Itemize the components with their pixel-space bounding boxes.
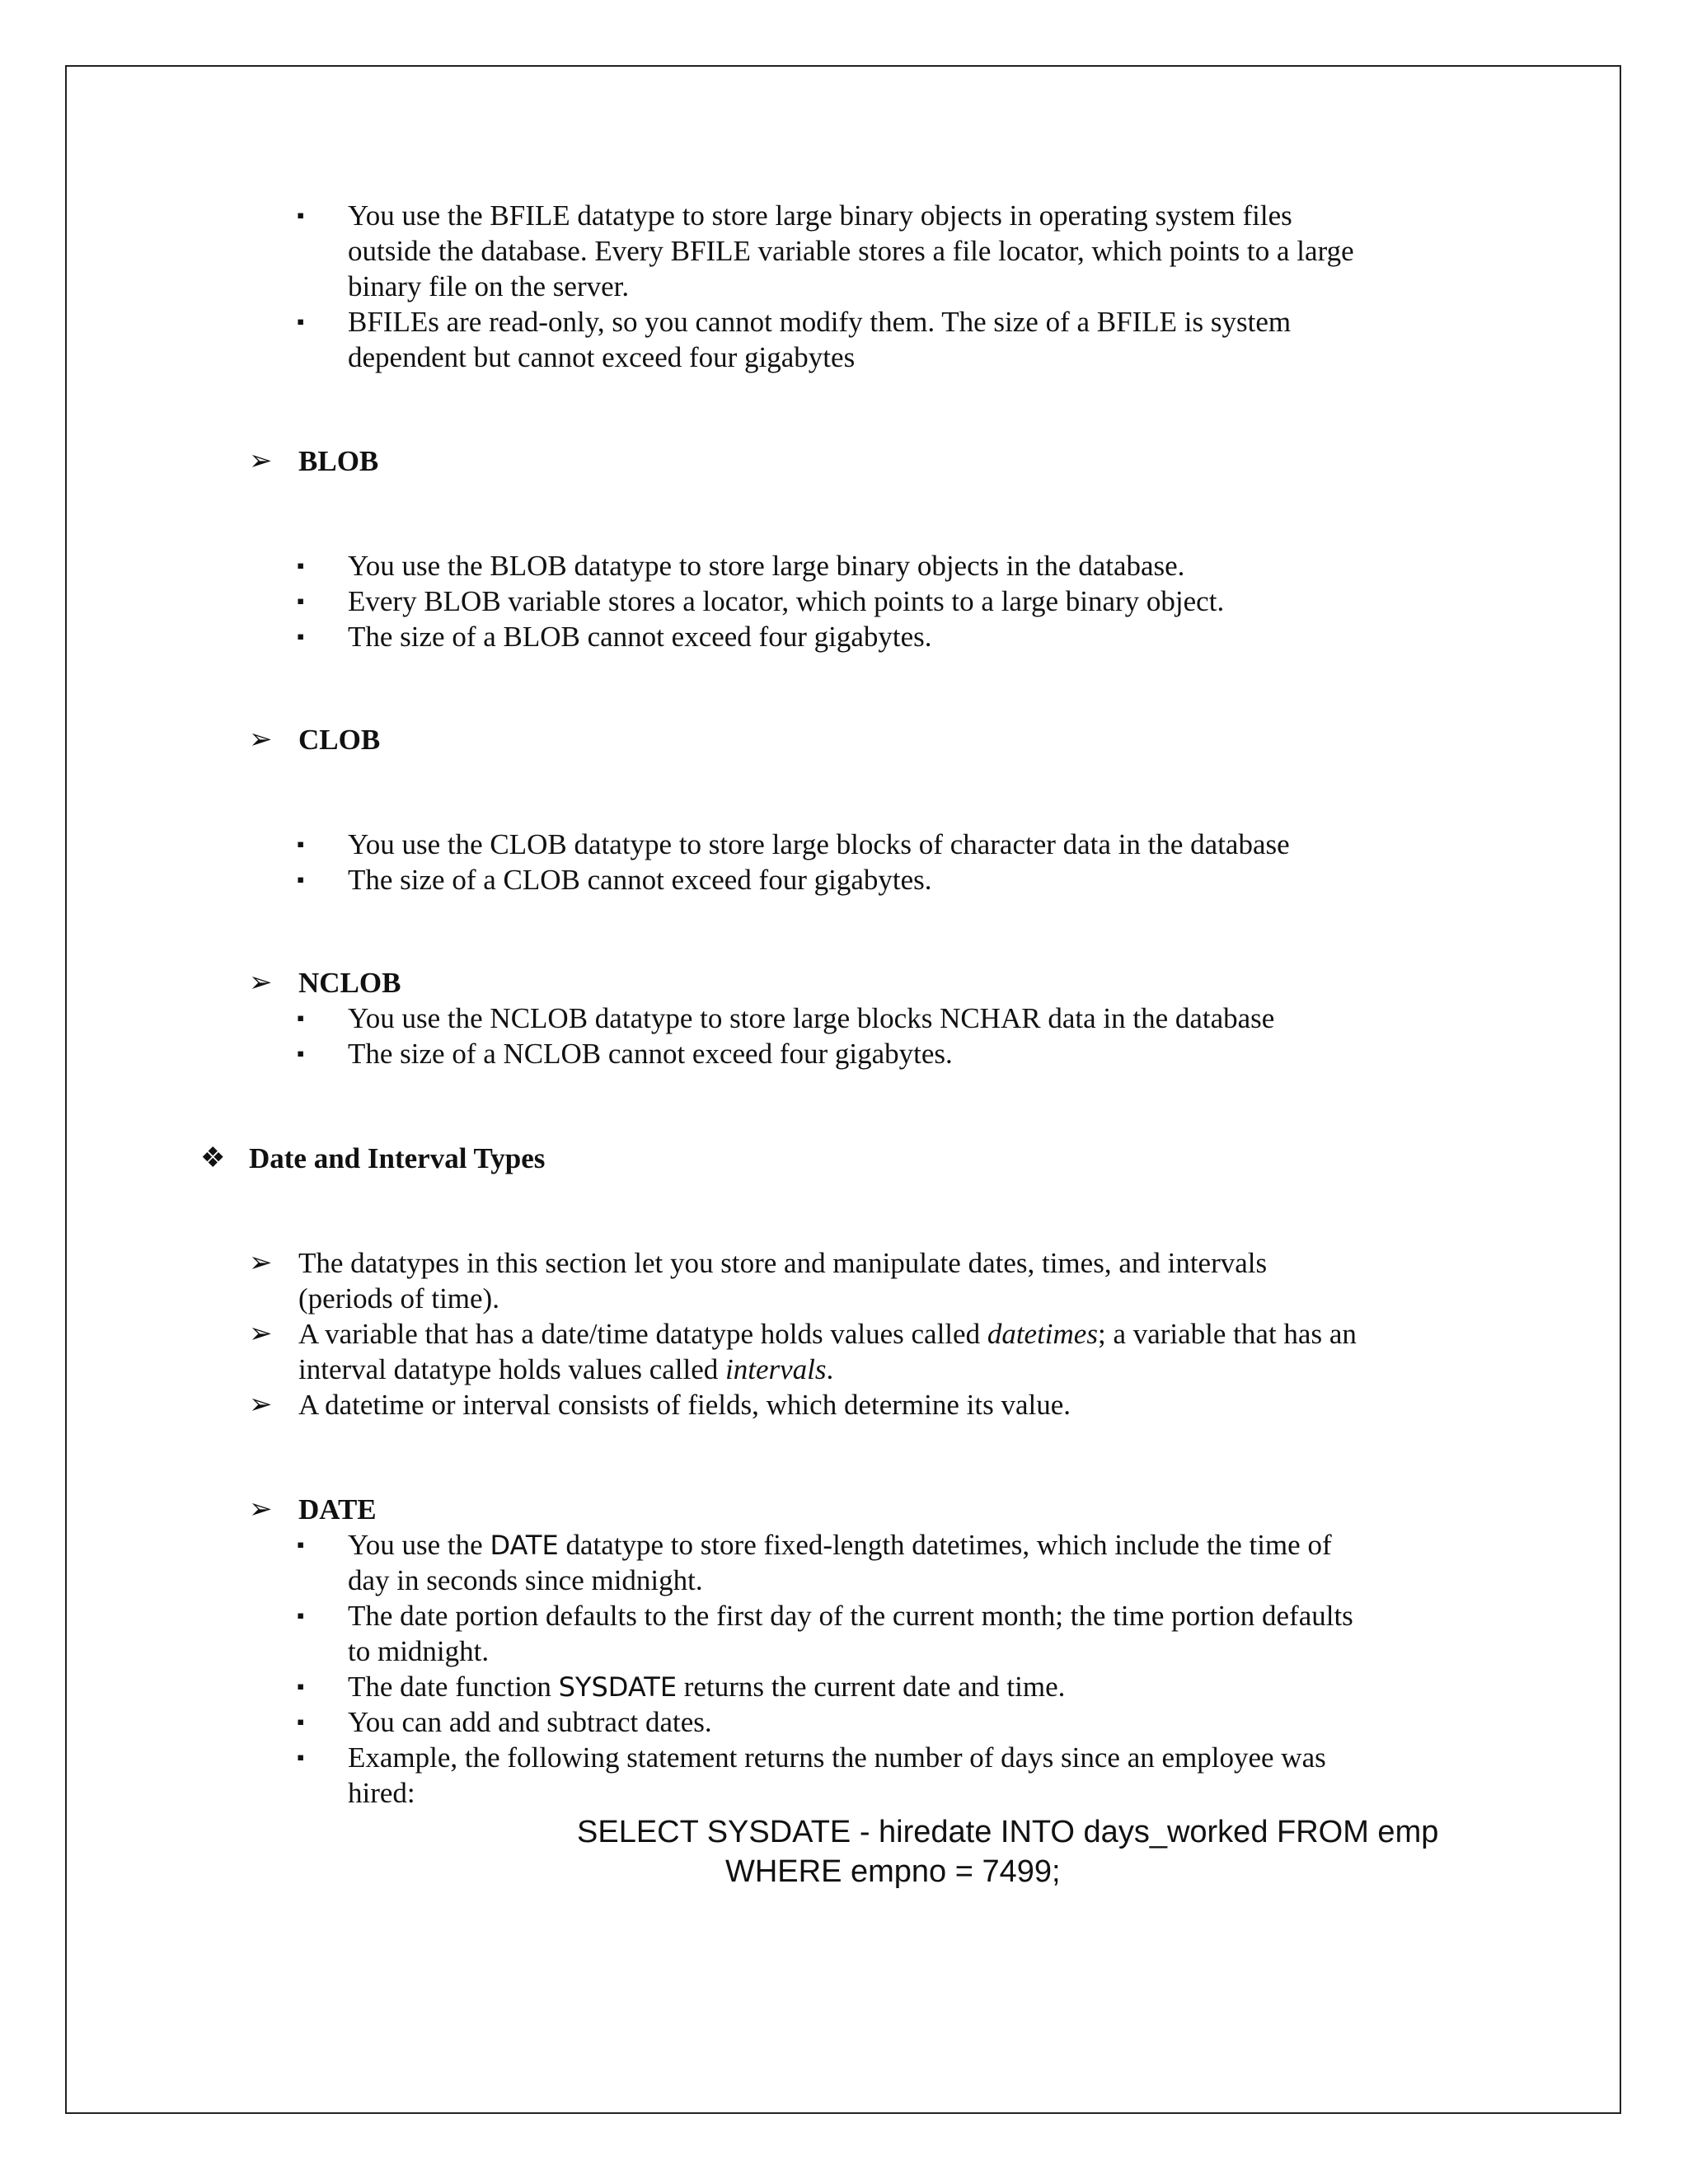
date-interval-para-1-line-1: The datatypes in this section let you store and manipulate dates, times, and intervals [298, 1247, 1268, 1279]
square-bullet-icon: ▪ [297, 204, 305, 227]
date-bullet-5-line-2: hired: [348, 1777, 415, 1809]
text-segment: interval datatype holds values called [298, 1353, 726, 1385]
clob-heading: CLOB [298, 724, 381, 756]
keyword-sysdate: SYSDATE [558, 1671, 678, 1703]
blob-bullet-3: The size of a BLOB cannot exceed four gigabytes. [348, 621, 932, 653]
square-bullet-icon: ▪ [297, 1006, 305, 1030]
clob-bullet-1: You use the CLOB datatype to store large blocks of character data in the database [348, 828, 1290, 860]
date-interval-heading: Date and Interval Types [249, 1142, 546, 1174]
arrow-bullet-icon: ➢ [249, 724, 273, 755]
date-bullet-1-line-2: day in seconds since midnight. [348, 1564, 703, 1596]
blob-heading: BLOB [298, 445, 379, 477]
keyword-date: DATE [490, 1530, 559, 1561]
text-segment: returns the current date and time. [677, 1671, 1066, 1703]
square-bullet-icon: ▪ [297, 310, 305, 334]
bfile-bullet-1-line-1: You use the BFILE datatype to store large binary objects in operating system files [348, 199, 1292, 232]
blob-bullet-1: You use the BLOB datatype to store large binary objects in the database. [348, 550, 1185, 582]
date-interval-para-2-line-2 [298, 1352, 833, 1387]
bfile-bullet-2-line-1: BFILEs are read-only, so you cannot modify them. The size of a BFILE is system [348, 306, 1292, 338]
date-bullet-4: You can add and subtract dates. [348, 1706, 712, 1738]
text-segment: datatype to store fixed-length datetimes, which include the time of [558, 1529, 1332, 1561]
text-segment: The date function [348, 1671, 559, 1703]
date-heading: DATE [298, 1493, 377, 1526]
text-segment: . [826, 1353, 834, 1385]
nclob-heading: NCLOB [298, 967, 401, 999]
square-bullet-icon: ▪ [297, 554, 305, 578]
square-bullet-icon: ▪ [297, 1675, 305, 1699]
sql-example-line-2: WHERE empno = 7499; [725, 1854, 1061, 1889]
bfile-bullet-1-line-3: binary file on the server. [348, 270, 630, 302]
blob-bullet-2: Every BLOB variable stores a locator, which points to a large binary object. [348, 585, 1225, 617]
square-bullet-icon: ▪ [297, 868, 305, 892]
square-bullet-icon: ▪ [297, 1710, 305, 1734]
square-bullet-icon: ▪ [297, 1746, 305, 1769]
sql-example-line-1: SELECT SYSDATE - hiredate INTO days_worked FROM emp [577, 1815, 1439, 1849]
arrow-bullet-icon: ➢ [249, 446, 273, 476]
date-interval-para-1-line-2: (periods of time). [298, 1282, 499, 1315]
date-bullet-2-line-1: The date portion defaults to the first day of the current month; the time portion defaults [348, 1600, 1353, 1632]
date-interval-para-2-line-1 [298, 1316, 1357, 1352]
term-datetimes: datetimes [987, 1318, 1098, 1350]
diamond-bullet-icon: ❖ [200, 1143, 226, 1174]
date-bullet-1-line-1 [348, 1527, 1332, 1563]
arrow-bullet-icon: ➢ [249, 1390, 273, 1420]
date-bullet-3 [348, 1669, 1065, 1705]
clob-bullet-2: The size of a CLOB cannot exceed four gigabytes. [348, 864, 932, 896]
text-segment: You use the [348, 1529, 490, 1561]
square-bullet-icon: ▪ [297, 625, 305, 649]
nclob-bullet-1: You use the NCLOB datatype to store large blocks NCHAR data in the database [348, 1002, 1275, 1034]
square-bullet-icon: ▪ [297, 589, 305, 613]
arrow-bullet-icon: ➢ [249, 1248, 273, 1278]
bfile-bullet-2-line-2: dependent but cannot exceed four gigabytes [348, 341, 856, 373]
term-intervals: intervals [725, 1353, 827, 1385]
text-segment: A variable that has a date/time datatype holds values called [298, 1318, 987, 1350]
arrow-bullet-icon: ➢ [249, 1319, 273, 1349]
text-segment: ; a variable that has an [1097, 1318, 1357, 1350]
square-bullet-icon: ▪ [297, 1042, 305, 1066]
square-bullet-icon: ▪ [297, 1604, 305, 1628]
date-bullet-2-line-2: to midnight. [348, 1635, 490, 1667]
date-bullet-5-line-1: Example, the following statement returns the number of days since an employee was [348, 1741, 1326, 1774]
nclob-bullet-2: The size of a NCLOB cannot exceed four gigabytes. [348, 1038, 953, 1070]
bfile-bullet-1-line-2: outside the database. Every BFILE variable stores a file locator, which points to a large [348, 235, 1354, 267]
arrow-bullet-icon: ➢ [249, 968, 273, 998]
arrow-bullet-icon: ➢ [249, 1494, 273, 1525]
square-bullet-icon: ▪ [297, 1533, 305, 1557]
square-bullet-icon: ▪ [297, 832, 305, 856]
date-interval-para-3: A datetime or interval consists of fields, which determine its value. [298, 1389, 1071, 1421]
